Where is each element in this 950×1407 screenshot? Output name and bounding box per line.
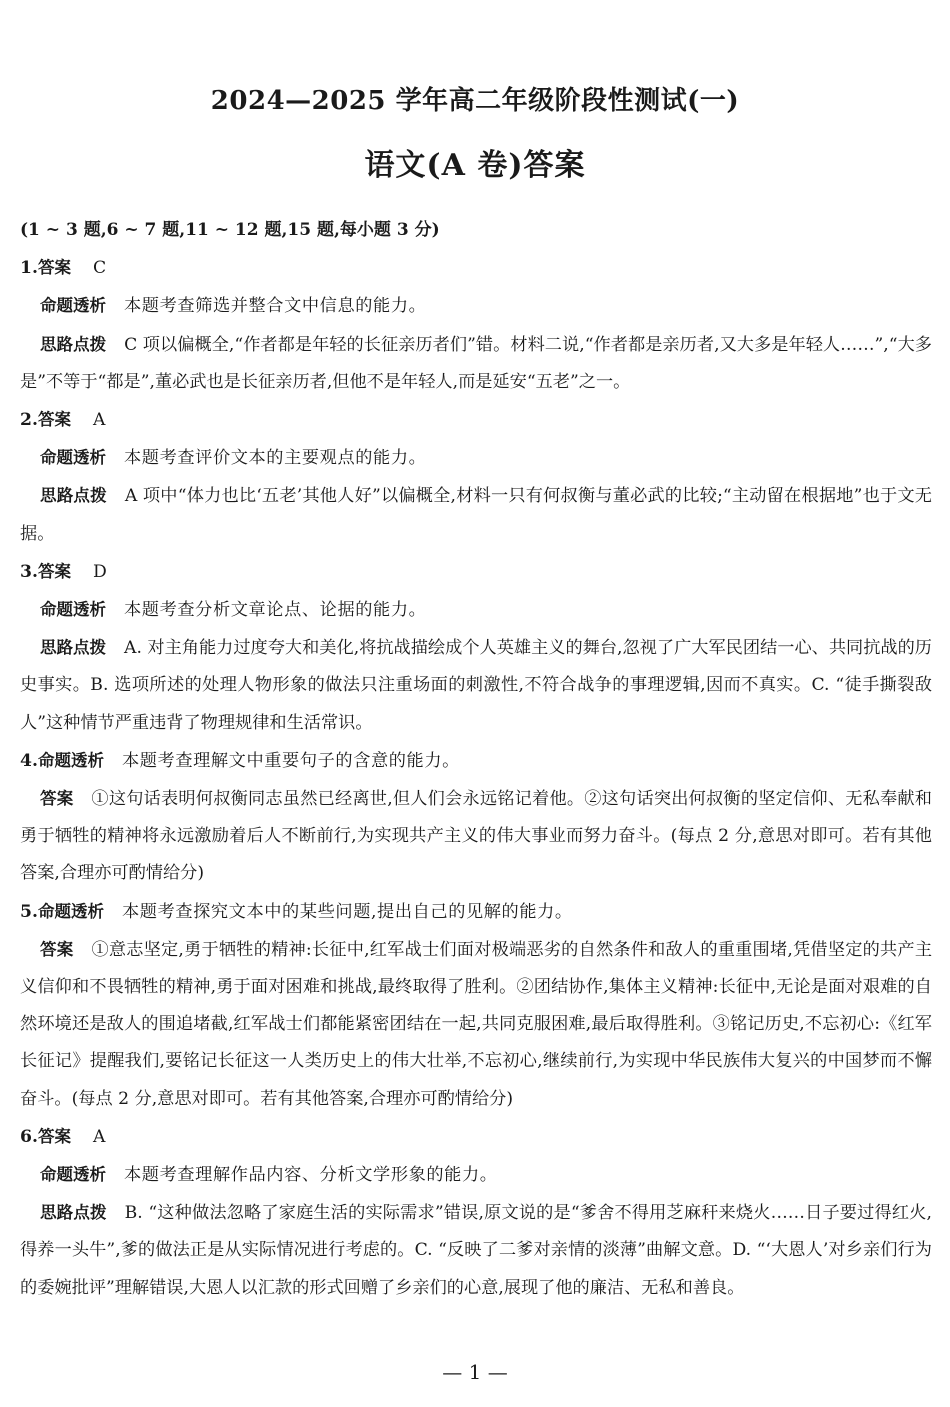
analysis-label: 命题透析: [40, 448, 106, 468]
answer-value: C: [92, 258, 107, 279]
document-subtitle: 语文(A 卷)答案: [364, 148, 586, 183]
analysis-text: 本题考查理解文中重要句子的含意的能力。: [121, 750, 460, 771]
question-2: [20, 401, 932, 553]
hint-paragraph: [20, 326, 932, 401]
analysis-text: 本题考查理解作品内容、分析文学形象的能力。: [124, 1165, 498, 1186]
answer-label: 答案: [37, 1126, 71, 1146]
answer-content: [20, 212, 932, 1307]
document-title: 2024—2025 学年高二年级阶段性测试(一): [210, 86, 740, 116]
answer-text: ①意志坚定,勇于牺牲的精神:长征中,红军战士们面对极端恶劣的自然条件和敌人的重重围堵,凭借坚定的共产主义信仰和不畏牺牲的精神,勇于面对困难和挑战,最终取得了胜利。②团结协作,集体主义精神:长征中,无论是面对艰难的自然环境还是敌人的围追堵截,红军战士们都能紧密团结在一起,共同克服困难,最后取得胜利。③铭记历史,不忘初心:《红军长征记》提醒我们,要铭记长征这一人类历史上的伟大壮举,不忘初心,继续前行,为实现中华民族伟大复兴的中国梦而不懈奋斗。(每点 2 分,意思对即可。若有其他答案,合理亦可酌情给分): [20, 939, 933, 1109]
answer-value: A: [92, 410, 106, 431]
analysis-label: 命题透析: [37, 750, 104, 770]
analysis-label: 命题透析: [40, 1165, 106, 1185]
hint-paragraph: [20, 629, 932, 742]
analysis-label: 命题透析: [40, 600, 106, 620]
question-number: 4.: [20, 750, 38, 771]
answer-value: A: [92, 1126, 106, 1147]
hint-label: 思路点拨: [40, 638, 107, 658]
scoring-note: (1 ~ 3 题,6 ~ 7 题,11 ~ 12 题,15 题,每小题 3 分): [20, 220, 440, 240]
answer-value: D: [92, 561, 107, 582]
hint-text: A. 对主角能力过度夸大和美化,将抗战描绘成个人英雄主义的舞台,忽视了广大军民团结一心、共同抗战的历史事实。B. 选项所述的处理人物形象的做法只注重场面的刺激性,不符合战争的事理逻辑,因而不真实。C. “徒手撕裂敌人”这种情节严重违背了物理规律和生活常识。: [20, 638, 932, 733]
answer-label: 答案: [37, 258, 71, 278]
analysis-label: 命题透析: [37, 901, 104, 921]
analysis-text: 本题考查评价文本的主要观点的能力。: [124, 448, 427, 469]
question-4: [20, 742, 932, 893]
question-number: 2.: [20, 410, 38, 431]
question-6: [20, 1118, 932, 1307]
question-5: [20, 893, 932, 1118]
question-3: [20, 553, 932, 742]
analysis-text: 本题考查分析文章论点、论据的能力。: [124, 600, 427, 621]
answer-paragraph: [20, 931, 932, 1118]
hint-label: 思路点拨: [40, 486, 107, 506]
page-number: — 1 —: [442, 1360, 508, 1384]
question-number: 6.: [20, 1126, 38, 1147]
hint-text: B. “这种做法忽略了家庭生活的实际需求”错误,原文说的是“爹舍不得用芝麻秆来烧火……日子要过得红火,得养一头牛”,爹的做法正是从实际情况进行考虑的。C. “反映了二爹对亲情的淡薄”曲解文意。D. “‘大恩人’对乡亲们行为的委婉批评”理解错误,大恩人以汇款的形式回赠了乡亲们的心意,展现了他的廉洁、无私和善良。: [20, 1203, 932, 1298]
answer-label: 答案: [37, 410, 71, 430]
hint-label: 思路点拨: [40, 1203, 107, 1223]
hint-label: 思路点拨: [40, 334, 107, 354]
analysis-text: 本题考查筛选并整合文中信息的能力。: [124, 296, 427, 317]
analysis-label: 命题透析: [40, 296, 106, 316]
hint-paragraph: [20, 477, 932, 552]
hint-text: C 项以偏概全,“作者都是年轻的长征亲历者们”错。材料二说,“作者都是亲历者,又大多是年轻人……”,“大多是”不等于“都是”,董必武也是长征亲历者,但他不是年轻人,而是延安“五老”之一。: [20, 334, 932, 392]
answer-label: 答案: [40, 939, 74, 959]
question-number: 5.: [20, 901, 38, 922]
answer-paragraph: [20, 780, 932, 893]
answer-label: 答案: [40, 789, 74, 809]
question-number: 1.: [20, 258, 38, 279]
question-1: [20, 249, 932, 401]
hint-paragraph: [20, 1194, 932, 1307]
answer-label: 答案: [37, 561, 71, 581]
analysis-text: 本题考查探究文本中的某些问题,提出自己的见解的能力。: [121, 901, 573, 922]
answer-text: ①这句话表明何叔衡同志虽然已经离世,但人们会永远铭记着他。②这句话突出何叔衡的坚定信仰、无私奉献和勇于牺牲的精神将永远激励着后人不断前行,为实现共产主义的伟大事业而努力奋斗。(每点 2 分,意思对即可。若有其他答案,合理亦可酌情给分): [20, 789, 932, 884]
hint-text: A 项中“体力也比‘五老’其他人好”以偏概全,材料一只有何叔衡与董必武的比较;“主动留在根据地”也于文无据。: [20, 486, 932, 544]
question-number: 3.: [20, 561, 38, 582]
